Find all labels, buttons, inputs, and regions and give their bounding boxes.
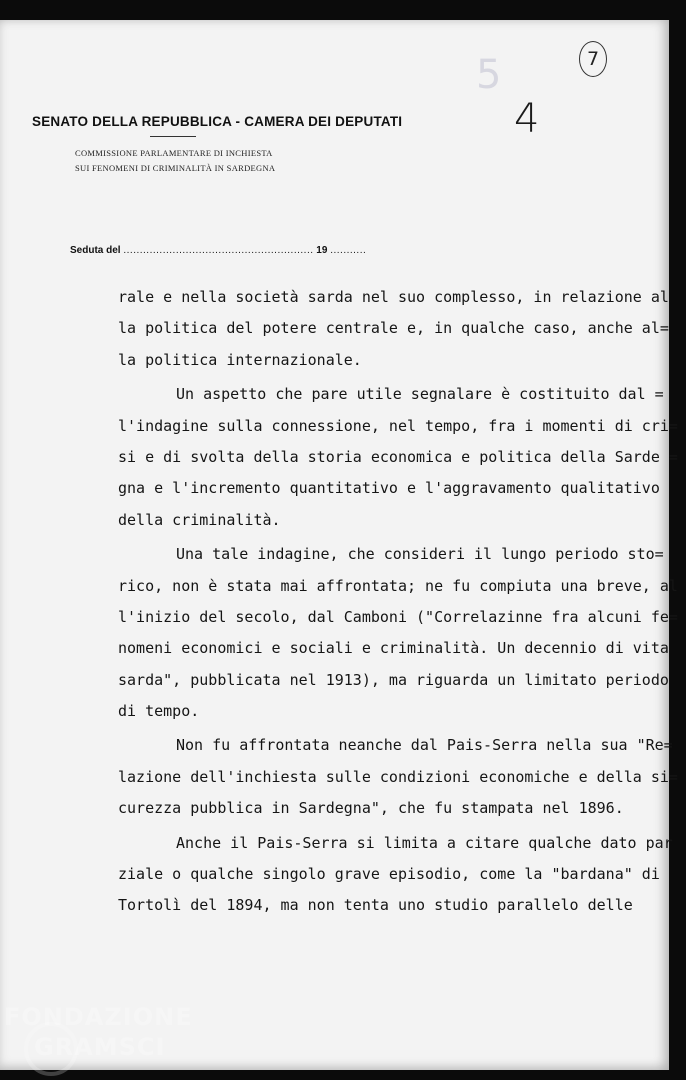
text-line: ziale o qualche singolo grave episodio, come la "bardana" di <box>118 865 660 884</box>
text-line: sarda", pubblicata nel 1913), ma riguarda un limitato periodo <box>118 670 669 689</box>
handwritten-page-number: 4 <box>514 96 540 142</box>
text-line: Non fu affrontata neanche dal Pais-Serra nella sua "Re= <box>176 736 673 755</box>
text-line: gna e l'incremento quantitativo e l'aggravamento qualitativo <box>118 479 660 498</box>
watermark <box>4 1003 193 1061</box>
text-line: lazione dell'inchiesta sulle condizioni economiche e della si= <box>118 767 678 786</box>
text-line: la politica internazionale. <box>118 350 362 369</box>
letterhead-subtitle-2: SUI FENOMENI DI CRIMINALITÀ IN SARDEGNA <box>75 163 276 173</box>
typed-body-text <box>118 282 678 922</box>
text-line: la politica del potere centrale e, in qualche caso, anche al= <box>118 319 669 338</box>
circled-page-number: 7 <box>579 41 607 77</box>
text-line: l'indagine sulla connessione, nel tempo, fra i momenti di cri= <box>118 416 678 435</box>
text-line: Una tale indagine, che consideri il lungo periodo sto= <box>176 545 664 564</box>
text-line: Tortolì del 1894, ma non tenta uno studio parallelo delle <box>118 896 633 915</box>
text-line: rico, non è stata mai affrontata; ne fu compiuta una breve, al <box>118 576 678 595</box>
text-line: si e di svolta della storia economica e politica della Sarde = <box>118 447 678 466</box>
faint-page-number: 5 <box>476 52 502 98</box>
seduta-year-blank: ........... <box>330 245 367 256</box>
text-line: curezza pubblica in Sardegna", che fu stampata nel 1896. <box>118 799 624 818</box>
text-line: rale e nella società sarda nel suo complesso, in relazione al <box>118 288 669 306</box>
text-line: di tempo. <box>118 702 200 721</box>
text-line: della criminalità. <box>118 510 281 529</box>
watermark-line-2: GRAMSCI <box>34 1033 166 1061</box>
seduta-field <box>70 245 366 256</box>
text-line: l'inizio del secolo, dal Camboni ("Correlazinne fra alcuni fe= <box>118 607 678 626</box>
letterhead-divider <box>150 136 196 137</box>
seduta-date-blank: .......................................................... <box>123 245 314 256</box>
letterhead-subtitle-1: COMMISSIONE PARLAMENTARE DI INCHIESTA <box>75 148 273 158</box>
letterhead-title: SENATO DELLA REPUBBLICA - CAMERA DEI DEPUTATI <box>32 114 403 129</box>
text-line: Un aspetto che pare utile segnalare è costituito dal = <box>176 385 664 404</box>
seduta-year-prefix: 19 <box>316 245 328 256</box>
watermark-line-1: FONDAZIONE <box>4 1003 193 1031</box>
text-line: nomeni economici e sociali e criminalità. Un decennio di vita <box>118 639 669 658</box>
seduta-label: Seduta del <box>70 245 121 256</box>
text-line: Anche il Pais-Serra si limita a citare qualche dato par <box>176 833 673 852</box>
